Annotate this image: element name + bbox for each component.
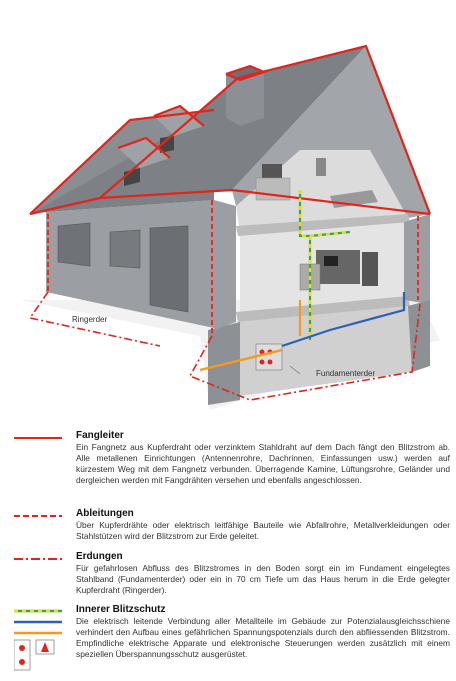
legend-text-erdungen: Für gefahrlosen Abfluss des Blitzstromes in den Boden sorgt ein im Fundament eingelegtes Stahlband (Fundamenterder) oder ein in 70 cm Tiefe um das Haus herum in die Erde gelegter Kupferdraht (Ringerder).	[76, 563, 450, 595]
legend-title-innerer-blitzschutz: Innerer Blitzschutz	[76, 604, 166, 615]
legend-title-ableitungen: Ableitungen	[76, 508, 134, 519]
legend-entry-innerer-blitzschutz	[14, 604, 450, 678]
legend-entry-erdungen	[14, 551, 450, 605]
ringerder-label: Ringerder	[72, 315, 108, 324]
legend	[0, 420, 456, 681]
fangleiter-swatch	[14, 434, 62, 442]
legend-text-fangleiter: Ein Fangnetz aus Kupferdraht oder verzinktem Stahldraht auf dem Dach fängt den Blitzstrom ab. Alle metallenen Einrichtungen (Antennenrohre, Dachrinnen, Einfassungen usw.) werden auf kürzestem Weg mit dem Fangnetz verbunden. Überragende Kamine, Lüftungsrohre, Geländer und dergleichen werden mit Fangdrähten versehen und ebenfalls angeschlossen.	[76, 442, 450, 485]
fundamenterder-label: Fundamenterder	[316, 369, 376, 378]
legend-title-erdungen: Erdungen	[76, 551, 123, 562]
legend-entry-ableitungen	[14, 508, 450, 552]
potential-bar-icon	[14, 640, 30, 670]
legend-entry-fangleiter	[14, 430, 450, 512]
ableitungen-swatch	[14, 512, 62, 520]
innerer-swatches	[14, 606, 62, 676]
legend-text-ableitungen: Über Kupferdrähte oder elektrisch leitfähige Bauteile wie Abfallrohre, Metallverkleidungen oder Stahlstützen wird der Blitzstrom zur Erde geleitet.	[76, 520, 450, 541]
legend-text-innerer-blitzschutz: Die elektrisch leitende Verbindung aller Metallteile im Gebäude zur Potenzialausgleichsschiene verhindert den Aufbau eines gefährlichen Spannungspotenzials durch den abfliessenden Blitzstrom. Empfindliche elektrische Apparate und elektronische Steuerungen werden zusätzlich mit einem speziellen Überspannungsschutz ausgerüstet.	[76, 616, 450, 659]
surge-protector-icon	[36, 640, 54, 654]
erdungen-swatch	[14, 555, 62, 563]
legend-title-fangleiter: Fangleiter	[76, 430, 124, 441]
